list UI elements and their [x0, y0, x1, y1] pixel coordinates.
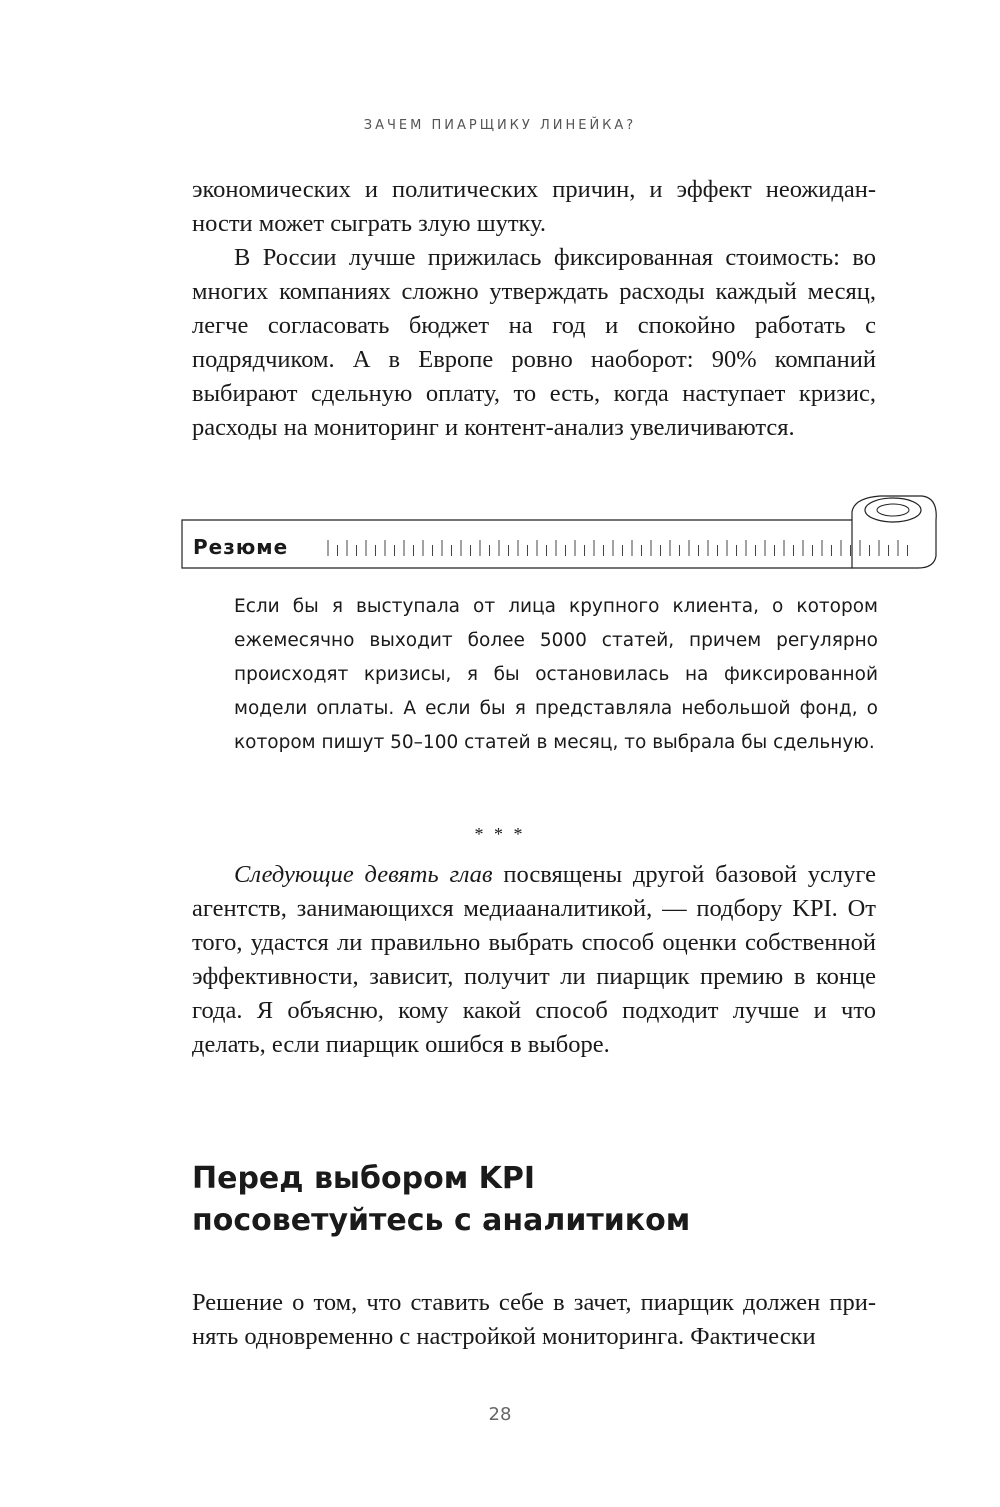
summary-paragraph: Если бы я выступала от лица крупного клиента, о котором ежемесячно выходит более 5000 статей, причем регулярно происходят кризисы, я бы остановилась на фиксированной модели оплаты. А если бы я представляла небольшой фонд, о котором пишут 50–100 статей в месяц, то выбрала бы сдельную.	[234, 596, 878, 753]
summary-title: Резюме	[193, 535, 289, 559]
body-text-kpi	[192, 858, 876, 1062]
italic-lead: Следующие девять глав	[234, 861, 493, 888]
paragraph-kpi-rest: посвящены другой базовой услуге агентств, занимающихся медиааналитикой, — подбору KPI. От того, удастся ли правильно выбрать способ оценки собственной эффективности, зависит, получит ли пиарщик премию в конце года. Я объясню, кому какой способ подходит лучше и что делать, если пиарщик ошибся в выборе.	[192, 861, 877, 1058]
page-number: 28	[488, 1404, 512, 1425]
paragraph-decision: Решение о том, что ставить себе в зачет, пиарщик должен принять одновременно с настройкой мониторинга. Фактически	[192, 1289, 876, 1350]
section-separator: * * *	[474, 824, 526, 844]
paragraph-russia: В России лучше прижилась фиксированная стоимость: во многих компаниях сложно утверждать расходы каждый месяц, легче согласовать бюджет на год и спокойно работать с подрядчиком. А в Европе ровно наоборот: 90% компаний выбирают сдельную оплату, то есть, когда наступает кризис, расходы на мониторинг и контент-анализ увеличиваются.	[192, 244, 876, 441]
section-heading-line-1: Перед выбором KPI	[192, 1161, 536, 1196]
paragraph-kpi	[192, 858, 876, 1062]
ruler-ticks	[328, 540, 908, 556]
body-text-top	[192, 173, 876, 445]
paragraph-continuation: экономических и политических причин, и эффект неожиданности может сыграть злую шутку.	[192, 176, 876, 237]
section-heading-line-2: посоветуйтесь с аналитиком	[192, 1203, 691, 1238]
summary-text	[234, 590, 878, 760]
running-header: ЗАЧЕМ ПИАРЩИКУ ЛИНЕЙКА?	[363, 118, 637, 133]
tape-measure-illustration	[180, 490, 940, 580]
section-heading	[192, 1158, 892, 1242]
body-text-last	[192, 1286, 876, 1354]
